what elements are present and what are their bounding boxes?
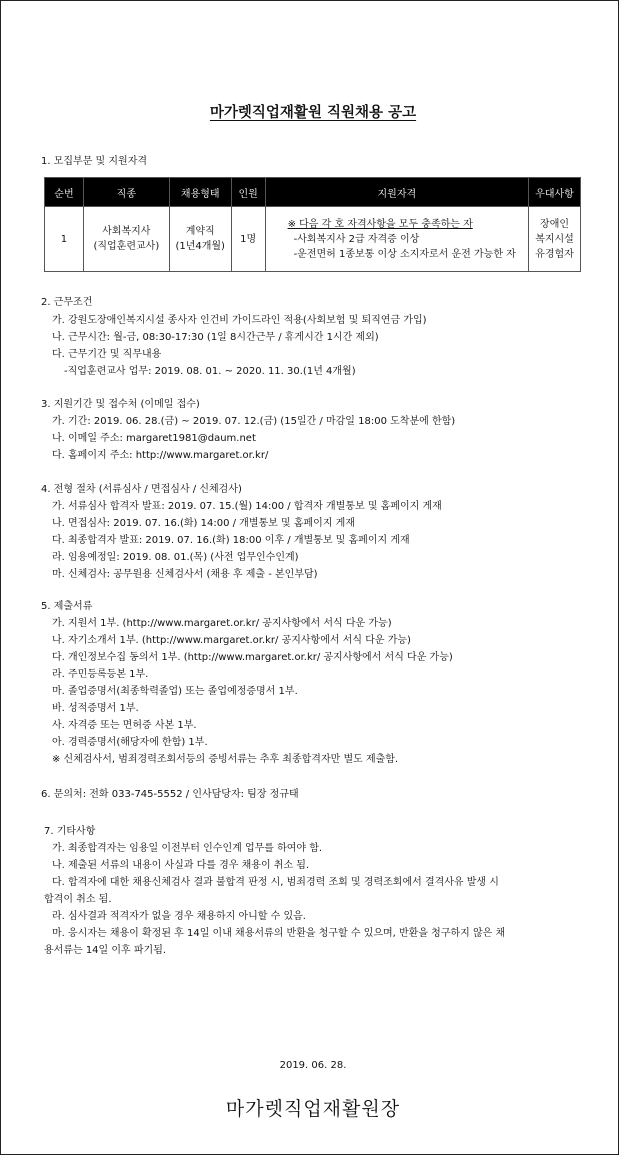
section-4-heading: 4. 전형 절차 (서류심사 / 면접심사 / 신체검사) [41,484,242,495]
job-line: (직업훈련교사) [93,241,160,252]
cell-job [83,207,169,272]
section-7-heading: 7. 기타사항 [44,826,96,837]
section-7-line: 라. 심사결과 적격자가 없을 경우 채용하지 아니할 수 있음. [52,911,306,922]
section-4-item: 마. 신체검사: 공무원용 신체검사서 (채용 후 제출 - 본인부담) [52,569,318,580]
section-3-item: 가. 기간: 2019. 06. 28.(금) ~ 2019. 07. 12.(금) (15일간 / 마감일 18:00 도착분에 한함) [52,416,456,427]
cell-count: 1명 [231,207,265,272]
section-2-item: 나. 근무시간: 월-금, 08:30-17:30 (1일 8시간근무 / 휴게시간 1시간 제외) [52,332,379,343]
section-4-item: 라. 임용예정일: 2019. 08. 01.(목) (사전 업무인수인계) [52,552,299,563]
section-3-item: 다. 홈페이지 주소: http://www.margaret.or.kr/ [52,450,269,461]
section-5-item: 마. 졸업증명서(최종학력졸업) 또는 졸업예정증명서 1부. [52,686,298,697]
section-6-heading: 6. 문의처: 전화 033-745-5552 / 인사담당자: 팀장 정규태 [41,789,299,800]
recruit-table [44,177,581,272]
section-7-line: 합격이 취소 됨. [44,894,112,905]
document-title: 마가렛직업재활원 직원채용 공고 [209,105,417,121]
type-line: 계약직 [185,226,215,237]
section-2-item: 가. 강원도장애인복지시설 종사자 인건비 가이드라인 적용(사회보험 및 퇴직연금 가입) [52,315,427,326]
job-line: 사회복지사 [102,226,151,237]
table-header-row [45,178,581,207]
qual-line: -운전면허 1종보통 이상 소지자로서 운전 가능한 자 [293,248,516,260]
header-qualification: 지원자격 [265,178,528,207]
section-5-item: 나. 자기소개서 1부. (http://www.margaret.or.kr/ 공지사항에서 서식 다운 가능) [52,635,411,646]
section-2-heading: 2. 근무조건 [41,297,93,308]
pref-line: 복지시설 [535,233,574,245]
section-2-item: 다. 근무기간 및 직무내용 [52,349,162,360]
section-5-heading: 5. 제출서류 [41,601,93,612]
header-job: 직종 [83,178,169,207]
qual-line: -사회복지사 2급 자격증 이상 [293,233,420,245]
table-row [45,207,581,272]
section-1-heading: 1. 모집부문 및 지원자격 [41,156,148,167]
section-5-item: 바. 성적증명서 1부. [52,703,139,714]
section-4-item: 나. 면접심사: 2019. 07. 16.(화) 14:00 / 개별통보 및 홈페이지 게재 [52,518,355,529]
section-4-item: 다. 최종합격자 발표: 2019. 07. 16.(화) 18:00 이후 / 개별통보 및 홈페이지 게재 [52,535,410,546]
signature: 마가렛직업재활원장 [225,1098,401,1120]
section-5-item: 아. 경력증명서(해당자에 한함) 1부. [52,737,208,748]
section-5-item: 다. 개인정보수집 동의서 1부. (http://www.margaret.or.kr/ 공지사항에서 서식 다운 가능) [52,652,453,663]
section-4-item: 가. 서류심사 합격자 발표: 2019. 07. 15.(월) 14:00 / 합격자 개별통보 및 홈페이지 게재 [52,501,442,512]
qual-line: ※ 다음 각 호 자격사항을 모두 충족하는 자 [287,218,473,230]
header-no: 순번 [45,178,84,207]
cell-no: 1 [45,207,84,272]
section-7-line: 다. 합격자에 대한 채용신체검사 결과 불합격 판정 시, 범죄경력 조회 및 경력조회에서 결격사유 발생 시 [52,877,499,888]
pref-line: 장애인 [540,218,570,230]
section-5-note: ※ 신체검사서, 범죄경력조회서등의 증빙서류는 추후 최종합격자만 별도 제출함. [52,754,399,765]
cell-type [169,207,231,272]
cell-preference [529,207,581,272]
header-type: 채용형태 [169,178,231,207]
cell-qualification [265,207,528,272]
section-5-item: 가. 지원서 1부. (http://www.margaret.or.kr/ 공지사항에서 서식 다운 가능) [52,618,392,629]
section-5-item: 라. 주민등록등본 1부. [52,669,149,680]
type-line: (1년4개월) [175,241,225,252]
section-7-line: 가. 최종합격자는 임용일 이전부터 인수인계 업무를 하여야 함. [52,843,323,854]
section-7-line: 마. 응시자는 채용이 확정된 후 14일 이내 채용서류의 반환을 청구할 수 있으며, 반환을 청구하지 않은 채 [52,928,506,939]
section-2-subitem: -직업훈련교사 업무: 2019. 08. 01. ~ 2020. 11. 30.(1년 4개월) [64,366,356,377]
header-count: 인원 [231,178,265,207]
section-3-item: 나. 이메일 주소: margaret1981@daum.net [52,433,256,444]
pref-line: 유경험자 [535,248,574,260]
section-5-item: 사. 자격증 또는 면허증 사본 1부. [52,720,197,731]
section-3-heading: 3. 지원기간 및 접수처 (이메일 접수) [41,399,200,410]
section-7-line: 나. 제출된 서류의 내용이 사실과 다를 경우 채용이 취소 됨. [52,860,310,871]
header-preference: 우대사항 [529,178,581,207]
document-date: 2019. 06. 28. [279,1060,347,1071]
section-7-line: 용서류는 14일 이후 파기됨. [44,945,167,956]
